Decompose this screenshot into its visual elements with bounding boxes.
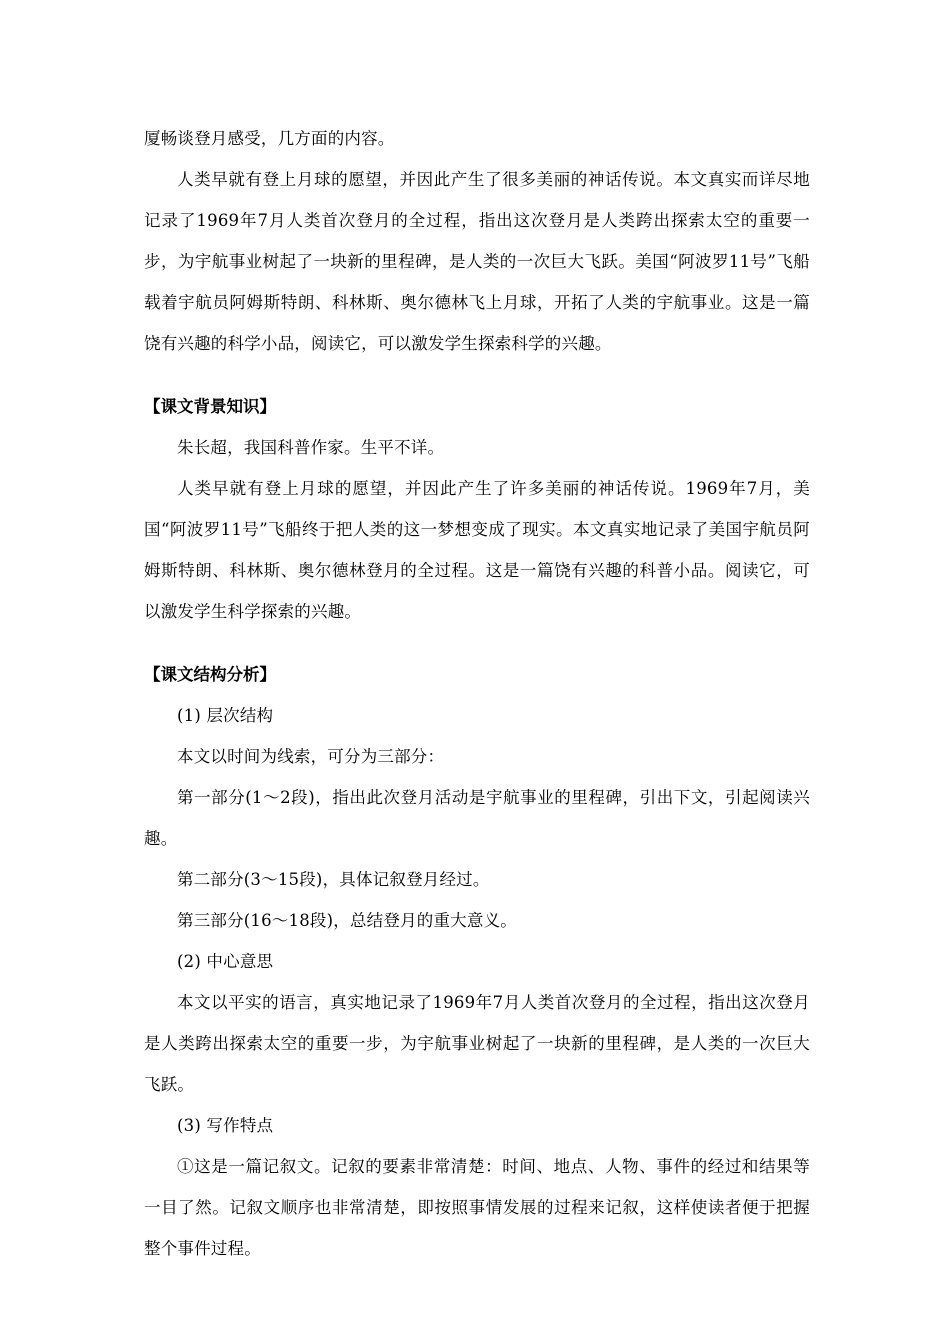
intro-continuation: 厦畅谈登月感受，几方面的内容。 [144,129,395,148]
document-page [144,118,810,1269]
structure-subtitle-3: (3) 写作特点 [177,1116,274,1135]
background-author: 朱长超，我国科普作家。生平不详。 [177,438,445,457]
section-gap [144,632,810,654]
structure-heading: 【课文结构分析】 [144,665,276,684]
background-paragraph: 人类早就有登上月球的愿望，并因此产生了许多美丽的神话传说。1969年7月，美国“阿波罗11号”飞船终于把人类的这一梦想变成了现实。本文真实地记录了美国宇航员阿姆斯特朗、科林斯、奥尔德林登月的全过程。这是一篇饶有兴趣的科普小品。阅读它，可以激发学生科学探索的兴趣。 [144,479,810,621]
structure-part-1: 第一部分(1～2段)，指出此次登月活动是宇航事业的里程碑，引出下文，引起阅读兴趣。 [144,788,810,848]
structure-central-idea: 本文以平实的语言，真实地记录了1969年7月人类首次登月的全过程，指出这次登月是人类跨出探索太空的重要一步，为宇航事业树起了一块新的里程碑，是人类的一次巨大飞跃。 [144,993,810,1094]
structure-intro: 本文以时间为线索，可分为三部分： [177,747,445,766]
structure-part-2: 第二部分(3～15段)，具体记叙登月经过。 [177,870,490,889]
structure-part-3: 第三部分(16～18段)，总结登月的重大意义。 [177,911,517,930]
background-heading: 【课文背景知识】 [144,397,276,416]
structure-subtitle-2: (2) 中心意思 [177,952,274,971]
section-gap [144,364,810,386]
intro-paragraph: 人类早就有登上月球的愿望，并因此产生了很多美丽的神话传说。本文真实而详尽地记录了1969年7月人类首次登月的全过程，指出这次登月是人类跨出探索太空的重要一步，为宇航事业树起了一块新的里程碑，是人类的一次巨大飞跃。美国“阿波罗11号”飞船载着宇航员阿姆斯特朗、科林斯、奥尔德林飞上月球，开拓了人类的宇航事业。这是一篇饶有兴趣的科学小品，阅读它，可以激发学生探索科学的兴趣。 [144,170,810,353]
structure-subtitle-1: (1) 层次结构 [177,706,274,725]
structure-writing-features: ①这是一篇记叙文。记叙的要素非常清楚：时间、地点、人物、事件的经过和结果等一目了然。记叙文顺序也非常清楚，即按照事情发展的过程来记叙，这样使读者便于把握整个事件过程。 [144,1157,810,1258]
